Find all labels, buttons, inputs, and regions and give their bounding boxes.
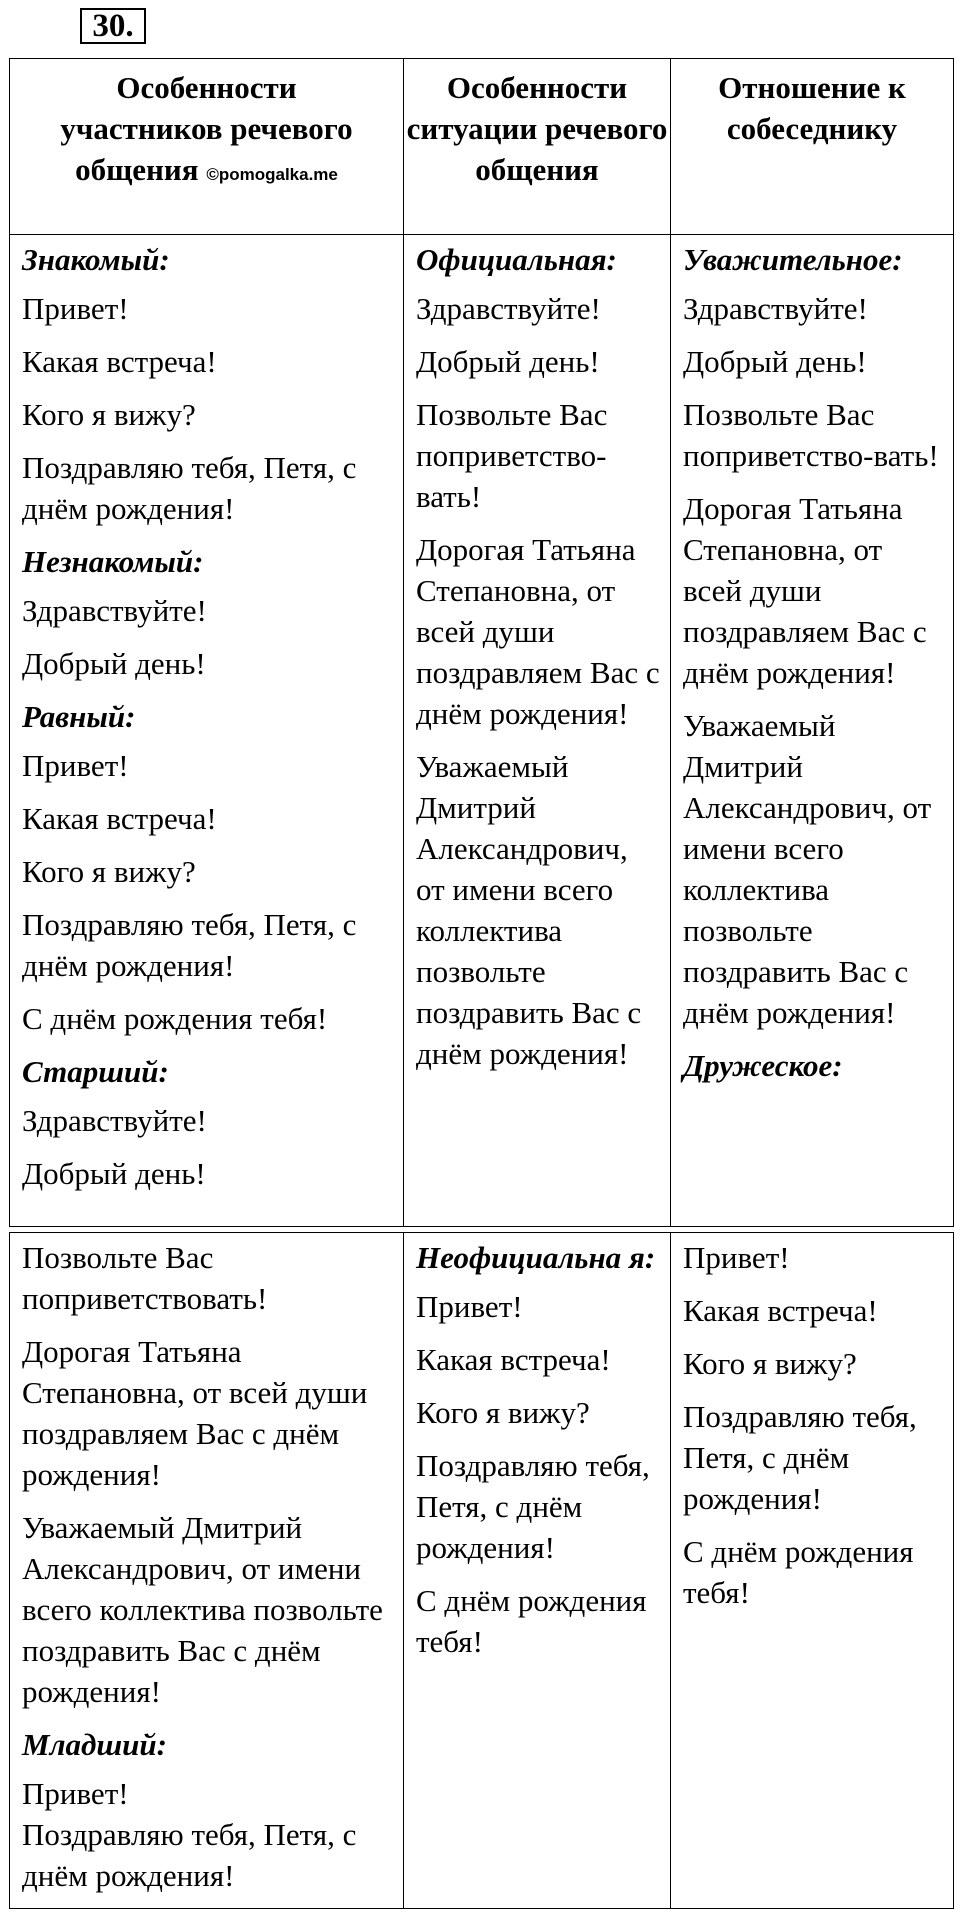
list-item: Дорогая Татьяна Степановна, от всей души поздравляем Вас с днём рождения! (683, 491, 927, 690)
list-item: Поздравляю тебя, Петя, с днём рождения! (683, 1399, 917, 1516)
list-item: Добрый день! (22, 646, 206, 681)
header-situation: Особенности ситуации речевого общения (404, 59, 671, 235)
list-item: Какая встреча! (416, 1342, 611, 1377)
attitude-cell (671, 1233, 954, 1909)
main-table (9, 58, 954, 1227)
watermark: ©pomogalka.me (206, 165, 338, 184)
list-item: Дорогая Татьяна Степановна, от всей души поздравляем Вас с днём рождения! (416, 532, 660, 731)
list-item: Поздравляю тебя, Петя, с днём рождения! (416, 1448, 650, 1565)
list-item: Дорогая Татьяна Степановна, от всей души поздравляем Вас с днём рождения! (22, 1334, 368, 1492)
list-item: Позвольте Вас поприветство-вать! (416, 397, 608, 514)
body-row (10, 235, 954, 1227)
participants-cell (10, 235, 404, 1227)
list-item: Кого я вижу? (416, 1395, 590, 1430)
list-item: С днём рождения тебя! (416, 1583, 647, 1659)
list-item: Кого я вижу? (683, 1346, 857, 1381)
list-item: Какая встреча! (22, 344, 217, 379)
list-item: Привет! (22, 291, 129, 326)
heading-respectful: Уважительное: (683, 242, 903, 277)
list-item: Позвольте Вас поприветство-вать! (683, 397, 939, 473)
exercise-number: 30. (80, 8, 146, 44)
header-attitude: Отношение к собеседнику (671, 59, 954, 235)
list-item: Какая встреча! (22, 801, 217, 836)
list-item: Уважаемый Дмитрий Александрович, от имени всего коллектива позвольте поздравить Вас с днём рождения! (22, 1510, 383, 1709)
header-row (10, 59, 954, 235)
list-item: Поздравляю тебя, Петя, с днём рождения! (22, 907, 357, 983)
list-item: Привет! (22, 748, 129, 783)
participants-cell (10, 1233, 404, 1909)
header-participants-line2: участников речевого (60, 111, 353, 146)
list-item: С днём рождения тебя! (683, 1534, 914, 1610)
heading-familiar: Знакомый: (22, 242, 170, 277)
body-row (10, 1233, 954, 1909)
situation-cell (404, 1233, 671, 1909)
list-item: Здравствуйте! (22, 593, 207, 628)
header-participants-line3: общения (75, 152, 199, 187)
list-item: Уважаемый Дмитрий Александрович, от имени всего коллектива позвольте поздравить Вас с днём рождения! (683, 708, 932, 1030)
heading-official: Официальная: (416, 242, 617, 277)
list-item: Здравствуйте! (683, 291, 868, 326)
list-item: Добрый день! (416, 344, 600, 379)
heading-unofficial: Неофициальна я: (416, 1240, 656, 1275)
heading-friendly: Дружеское: (683, 1048, 843, 1083)
list-item: Привет! (416, 1289, 523, 1324)
list-item: Кого я вижу? (22, 397, 196, 432)
list-item: Поздравляю тебя, Петя, с днём рождения! (22, 450, 357, 526)
continuation-table (9, 1232, 954, 1909)
attitude-cell (671, 235, 954, 1227)
list-item: С днём рождения тебя! (22, 1001, 328, 1036)
heading-senior: Старший: (22, 1054, 169, 1089)
list-item: Привет! (683, 1240, 790, 1275)
heading-junior: Младший: (22, 1727, 167, 1762)
list-item: Здравствуйте! (22, 1103, 207, 1138)
list-item: Добрый день! (22, 1156, 206, 1191)
list-item: Привет! (22, 1776, 129, 1811)
header-participants-line1: Особенности (116, 70, 297, 105)
heading-equal: Равный: (22, 699, 136, 734)
situation-cell (404, 235, 671, 1227)
list-item: Позвольте Вас поприветствовать! (22, 1240, 268, 1316)
list-item: Добрый день! (683, 344, 867, 379)
heading-unfamiliar: Незнакомый: (22, 544, 204, 579)
list-item: Кого я вижу? (22, 854, 196, 889)
list-item: Какая встреча! (683, 1293, 878, 1328)
list-item: Поздравляю тебя, Петя, с днём рождения! (22, 1817, 357, 1893)
list-item: Уважаемый Дмитрий Александрович, от имени всего коллектива позвольте поздравить Вас с днём рождения! (416, 749, 642, 1071)
header-participants (10, 59, 404, 235)
list-item: Здравствуйте! (416, 291, 601, 326)
